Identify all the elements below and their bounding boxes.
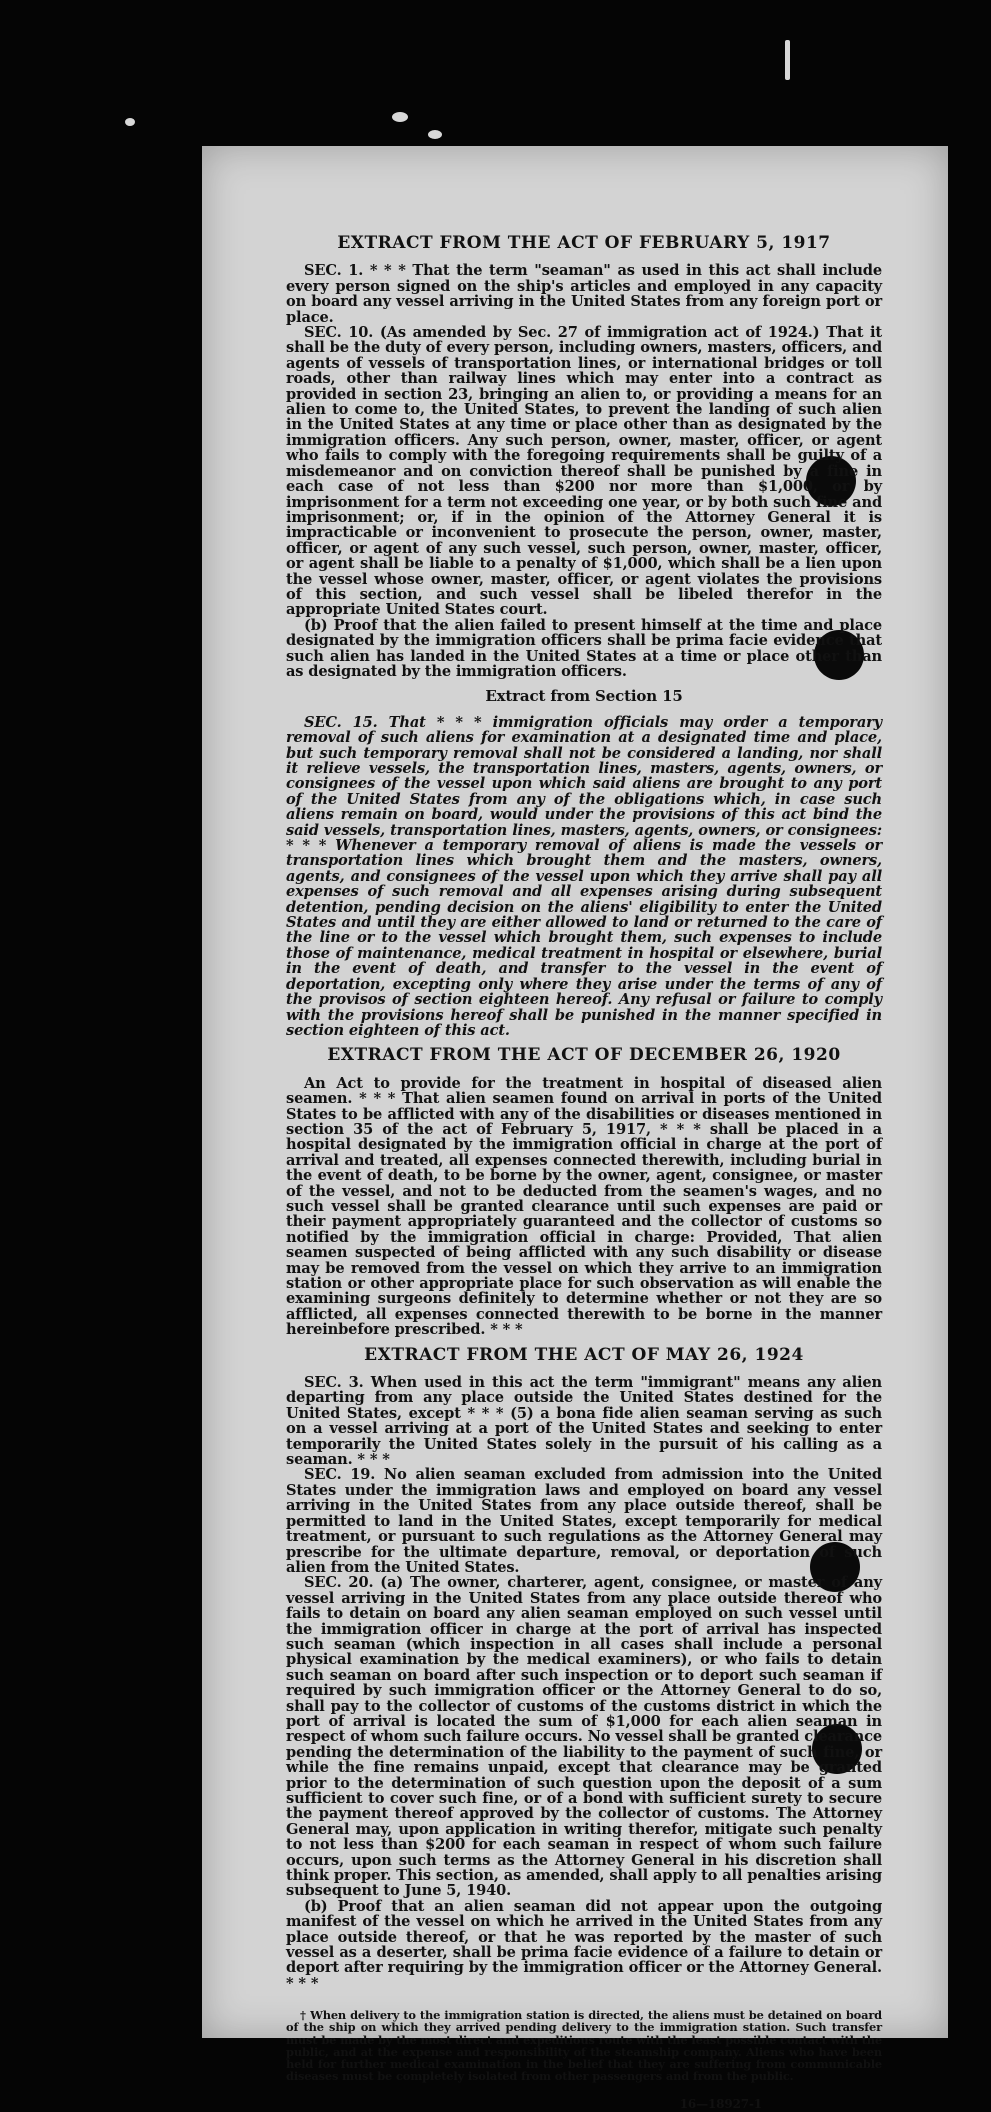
heading-section-15: Extract from Section 15 [485,687,683,706]
heading-act-1924: EXTRACT FROM THE ACT OF MAY 26, 1924 [364,1344,804,1365]
footnote: † When delivery to the immigration station is directed, the aliens must be detained on board of the ship on which they arrived pending delivery to the immigration station. Such transfer must be made by the most direct and expeditious route with the least possible contact with the public, and at the expense and responsibility of the steamship company. Aliens who have been held for further medical examination in the belief that they are suffering from communicable diseases must be completely isolated from other passengers and from the public. [286,2008,882,2084]
paragraph: SEC. 15. That * * * immigration officials may order a temporary removal of such aliens for examination at a designated time and place, but such temporary removal shall not be considered a landing, nor shall it relieve vessels, the transportation lines, masters, agents, owners, or consignees of the vessel upon which said aliens are brought to any port of the United States from any of the obligations which, in case such aliens remain on board, would under the provisions of this act bind the said vessels, transportation lines, masters, agents, owners, or consignees: * * * Whenever a temporary removal of aliens is made the vessels or transportation lines which brought them and the masters, owners, agents, and consignees of the vessel upon which they arrive shall pay all expenses of such removal and all expenses arising during subsequent detention, pending decision on the aliens' eligibility to enter the United States and until they are either allowed to land or returned to the care of the line or to the vessel which brought them, such expenses to include those of maintenance, medical treatment in hospital or elsewhere, burial in the event of death, and transfer to the vessel in the event of deportation, excepting only where they arise under the terms of any of the provisos of section eighteen hereof. Any refusal or failure to comply with the provisions hereof shall be punished in the manner specified in section eighteen of this act. [286,713,882,1039]
section-act-1917 [286,233,882,680]
document-page [202,146,948,2111]
scan-speck [428,130,442,139]
paragraph: SEC. 19. No alien seaman excluded from admission into the United States under the immigration laws and employed on board any vessel arriving in the United States from any place outside thereof, shall be permitted to land in the United States, except temporarily for medical treatment, or pursuant to such regulations as the Attorney General may prescribe for the ultimate departure, removal, or deportation of such alien from the United States. [286,1466,882,1576]
paragraph: SEC. 20. (a) The owner, charterer, agent, consignee, or master of any vessel arriving in the United States from any place outside thereof who fails to detain on board any alien seaman employed on such vessel until the immigration officer in charge at the port of arrival has inspected such seaman (which inspection in all cases shall include a personal physical examination by the medical examiners), or who fails to detain such seaman on board after such inspection or to deport such seaman if required by such immigration officer or the Attorney General to do so, shall pay to the collector of customs of the customs district in which the port of arrival is located the sum of $1,000 for each alien seaman in respect of whom such failure occurs. No vessel shall be granted clearance pending the determination of the liability to the payment of such fine, or while the fine remains unpaid, except that clearance may be granted prior to the determination of such question upon the deposit of a sum sufficient to cover such fine, or of a bond with sufficient surety to secure the payment thereof approved by the collector of customs. The Attorney General may, upon application in writing therefor, mitigate such penalty to not less than $200 for each seaman in respect of whom such failure occurs, upon such terms as the Attorney General in his discretion shall think proper. This section, as amended, shall apply to all penalties arising subsequent to June 5, 1940. [286,1574,882,1900]
paragraph: SEC. 1. * * * That the term "seaman" as used in this act shall include every person signed on the ship's articles and employed in any capacity on board any vessel arriving in the United States from any foreign port or place. [286,262,882,326]
heading-act-1920: EXTRACT FROM THE ACT OF DECEMBER 26, 1920 [327,1045,841,1066]
scan-speck [125,118,135,126]
scan-speck [392,112,408,122]
paragraph: (b) Proof that an alien seaman did not appear upon the outgoing manifest of the vessel on which he arrived in the United States from any place outside thereof, or that he was reported by the master of such vessel as a deserter, shall be prima facie evidence of a failure to detain or deport after requiring by the immigration officer or the Attorney General. * * * [286,1897,882,1992]
section-15 [286,689,882,1038]
section-act-1920 [286,1045,882,1339]
paragraph: SEC. 10. (As amended by Sec. 27 of immigration act of 1924.) That it shall be the duty of every person, including owners, masters, officers, and agents of vessels of transportation lines, or international bridges or toll roads, other than railway lines which may enter into a contract as provided in section 23, bringing an alien to, or providing a means for an alien to come to, the United States, to prevent the landing of such alien in the United States at any time or place other than as designated by the immigration officers. Any such person, owner, master, officer, or agent who fails to comply with the foregoing requirements shall be guilty of a misdemeanor and on conviction thereof shall be punished by a fine in each case of not less than $200 nor more than $1,000, or by imprisonment for a term not exceeding one year, or by both such fine and imprisonment; or, if in the opinion of the Attorney General it is impracticable or inconvenient to prosecute the person, owner, master, officer, or agent of any such vessel, such person, owner, master, officer, or agent shall be liable to a penalty of $1,000, which shall be a lien upon the vessel whose owner, master, officer, or agent violates the provisions of this section, and such vessel shall be libeled therefor in the appropriate United States court. [286,324,882,619]
heading-act-1917: EXTRACT FROM THE ACT OF FEBRUARY 5, 1917 [337,233,831,253]
paragraph: SEC. 3. When used in this act the term "immigrant" means any alien departing from any place outside the United States destined for the United States, except * * * (5) a bona fide alien seaman serving as such on a vessel arriving at a port of the United States and seeking to enter temporarily the United States solely in the pursuit of his calling as a seaman. * * * [286,1374,882,1469]
scan-speck [785,40,790,80]
paragraph: An Act to provide for the treatment in hospital of diseased alien seamen. * * * That alien seamen found on arrival in ports of the United States to be afflicted with any of the disabilities or diseases mentioned in section 35 of the act of February 5, 1917, * * * shall be placed in a hospital designated by the immigration official in charge at the port of arrival and treated, all expenses connected therewith, including burial in the event of death, to be borne by the owner, agent, consignee, or master of the vessel, and not to be deducted from the seamen's wages, and no such vessel shall be granted clearance until such expenses are paid or their payment appropriately guaranteed and the collector of customs so notified by the immigration official in charge: Provided, That alien seamen suspected of being afflicted with any such disability or disease may be removed from the vessel on which they arrive to an immigration station or other appropriate place for such observation as will enable the examining surgeons definitely to determine whether or not they are so afflicted, all expenses connected therewith to be borne in the manner hereinbefore prescribed. * * * [286,1074,882,1339]
document-number: 16—18927-1 [679,2096,762,2111]
document-body [286,233,882,2112]
section-act-1924 [286,1344,882,1992]
paragraph: (b) Proof that the alien failed to present himself at the time and place designated by the immigration officers shall be prima facie evidence that such alien has landed in the United States at a time or place other than as designated by the immigration officers. [286,616,882,680]
